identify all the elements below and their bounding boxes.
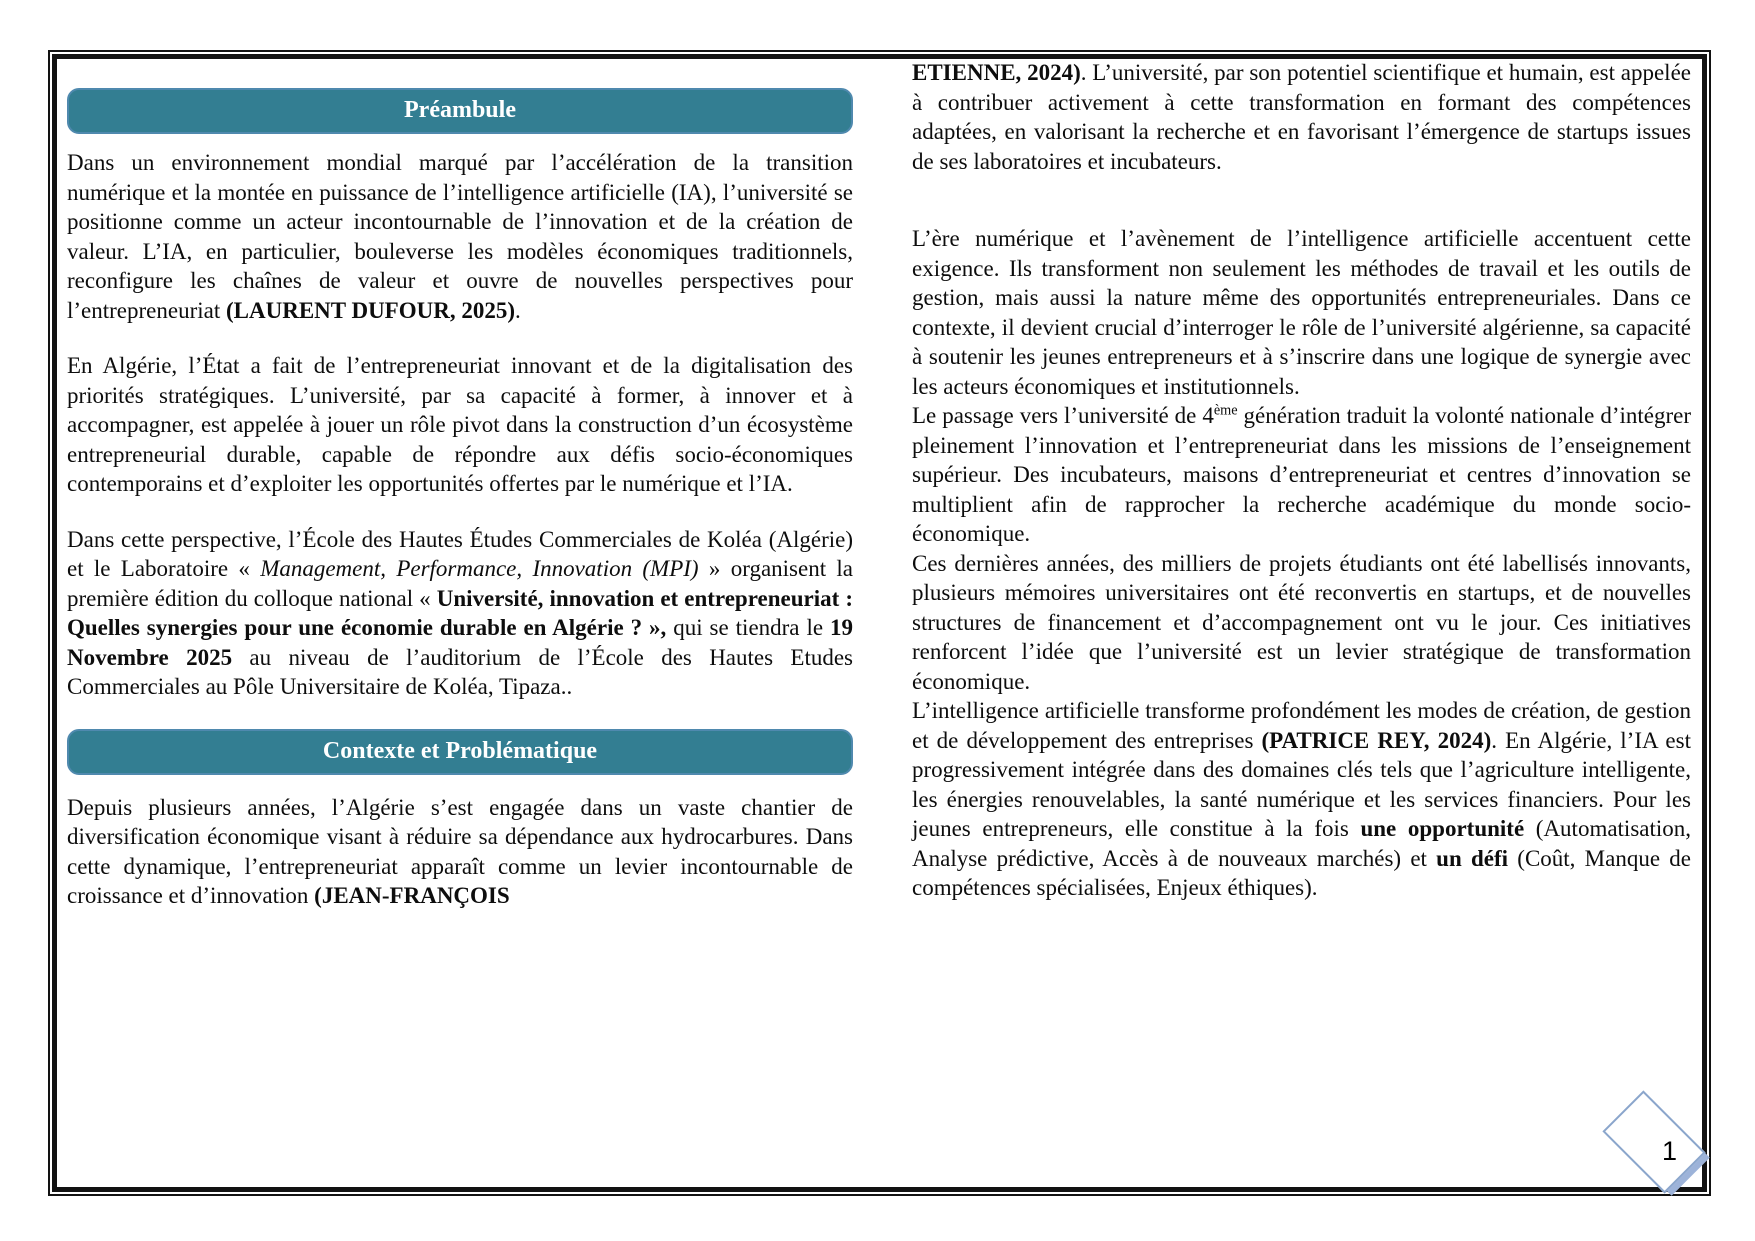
- italic-text-run: Management, Performance, Innovation (MPI): [260, 556, 699, 581]
- left-column: [67, 82, 853, 911]
- section-heading-label: Préambule: [404, 97, 516, 124]
- paragraph: [67, 793, 853, 911]
- right-column: [912, 58, 1691, 903]
- bold-text-run: un défi: [1436, 845, 1509, 871]
- bold-text-run: (PATRICE REY, 2024): [1261, 727, 1492, 753]
- bold-text-run: une opportunité: [1360, 816, 1525, 841]
- bold-text-run: ETIENNE, 2024): [912, 60, 1081, 85]
- text-run: qui se tiendra le: [666, 615, 830, 640]
- section-heading-preambule: [67, 88, 853, 134]
- bold-text-run: 19 Novembre 2025: [67, 615, 853, 670]
- text-run: au niveau de l’auditorium de l’École des Hautes Etudes Commerciales au Pôle Universitaire de Koléa, Tipaza..: [67, 644, 853, 699]
- text-run: . L’université, par son potentiel scientifique et humain, est appelée à contribuer activement à cette transformation en formant des compétences adaptées, en valorisant la recherche et en favorisant l’émergence de startups issues de ses laboratoires et incubateurs.: [912, 60, 1691, 174]
- page-number: 1: [1662, 1136, 1678, 1166]
- paragraph: [912, 224, 1691, 401]
- paragraph: [912, 58, 1691, 176]
- section-heading-label: Contexte et Problématique: [322, 737, 598, 764]
- text-run: Le passage vers l’université de 4: [912, 403, 1214, 428]
- paragraph: [67, 351, 853, 499]
- paragraph: [912, 549, 1691, 697]
- bold-text-run: Université, innovation et entrepreneuriat : Quelles synergies pour une économie durable en Algérie ? »,: [67, 585, 853, 640]
- bold-text-run: (JEAN-FRANÇOIS: [314, 883, 510, 908]
- section-heading-contexte-et-problematique: [67, 729, 853, 775]
- paragraph: [912, 696, 1691, 903]
- text-run: L’ère numérique et l’avènement de l’intelligence artificielle accentuent cette exigence. Ils transforment non seulement les méthodes de travail et les outils de gestion, mais aussi la nature même des opportunités entrepreneuriales. Dans ce contexte, il devient crucial d’interroger le rôle de l’université algérienne, sa capacité à soutenir les jeunes entrepreneurs et à s’inscrire dans une logique de synergie avec les acteurs économiques et institutionnels.: [912, 226, 1691, 399]
- text-run: Dans cette perspective, l’École des Hautes Études Commerciales de Koléa (Algérie) et le Laboratoire «: [67, 526, 853, 581]
- bold-text-run: (LAURENT DUFOUR, 2025): [226, 297, 515, 323]
- text-run: . En Algérie, l’IA est progressivement intégrée dans des domaines clés tels que l’agriculture intelligente, les énergies renouvelables, la santé numérique et les services financiers. Pour les jeunes entrepreneurs, elle constitue à la fois: [912, 727, 1691, 841]
- text-run: Depuis plusieurs années, l’Algérie s’est engagée dans un vaste chantier de diversification économique visant à réduire sa dépendance aux hydrocarbures. Dans cette dynamique, l’entrepreneuriat apparaît comme un levier incontournable de croissance et d’innovation: [67, 794, 853, 908]
- text-run: L’intelligence artificielle transforme profondément les modes de création, de gestion et de développement des entreprises: [912, 698, 1691, 753]
- text-run: » organisent la première édition du colloque national «: [67, 556, 853, 611]
- text-run: (Coût, Manque de compétences spécialisées, Enjeux éthiques).: [912, 845, 1691, 900]
- paragraph: [912, 401, 1691, 549]
- text-run: génération traduit la volonté nationale d’intégrer pleinement l’innovation et l’entrepreneuriat dans les missions de l’enseignement supérieur. Des incubateurs, maisons d’entrepreneuriat et centres d’innovation se multiplient afin de rapprocher la recherche académique du monde socio-économique.: [912, 403, 1691, 546]
- text-run: Dans un environnement mondial marqué par l’accélération de la transition numérique et la montée en puissance de l’intelligence artificielle (IA), l’université se positionne comme un acteur incontournable de l’innovation et de la création de valeur. L’IA, en particulier, bouleverse les modèles économiques traditionnels, reconfigure les chaînes de valeur et ouvre de nouvelles perspectives pour l’entrepreneuriat: [67, 150, 853, 323]
- superscript-text-run: ème: [1213, 402, 1238, 419]
- paragraph: [67, 525, 853, 702]
- text-run: .: [515, 297, 521, 323]
- paragraph: [67, 148, 853, 325]
- text-run: Ces dernières années, des milliers de projets étudiants ont été labellisés innovants, plusieurs mémoires universitaires ont été reconvertis en startups, et de nouvelles structures de financement et d’accompagnement ont vu le jour. Ces initiatives renforcent l’idée que l’université est un levier stratégique de transformation économique.: [912, 550, 1691, 694]
- text-run: En Algérie, l’État a fait de l’entrepreneuriat innovant et de la digitalisation des priorités stratégiques. L’université, par sa capacité à former, à innover et à accompagner, est appelée à jouer un rôle pivot dans la construction d’un écosystème entrepreneurial durable, capable de répondre aux défis socio-économiques contemporains et d’exploiter les opportunités offertes par le numérique et l’IA.: [67, 353, 853, 496]
- text-run: (Automatisation, Analyse prédictive, Accès à de nouveaux marchés) et: [912, 816, 1692, 871]
